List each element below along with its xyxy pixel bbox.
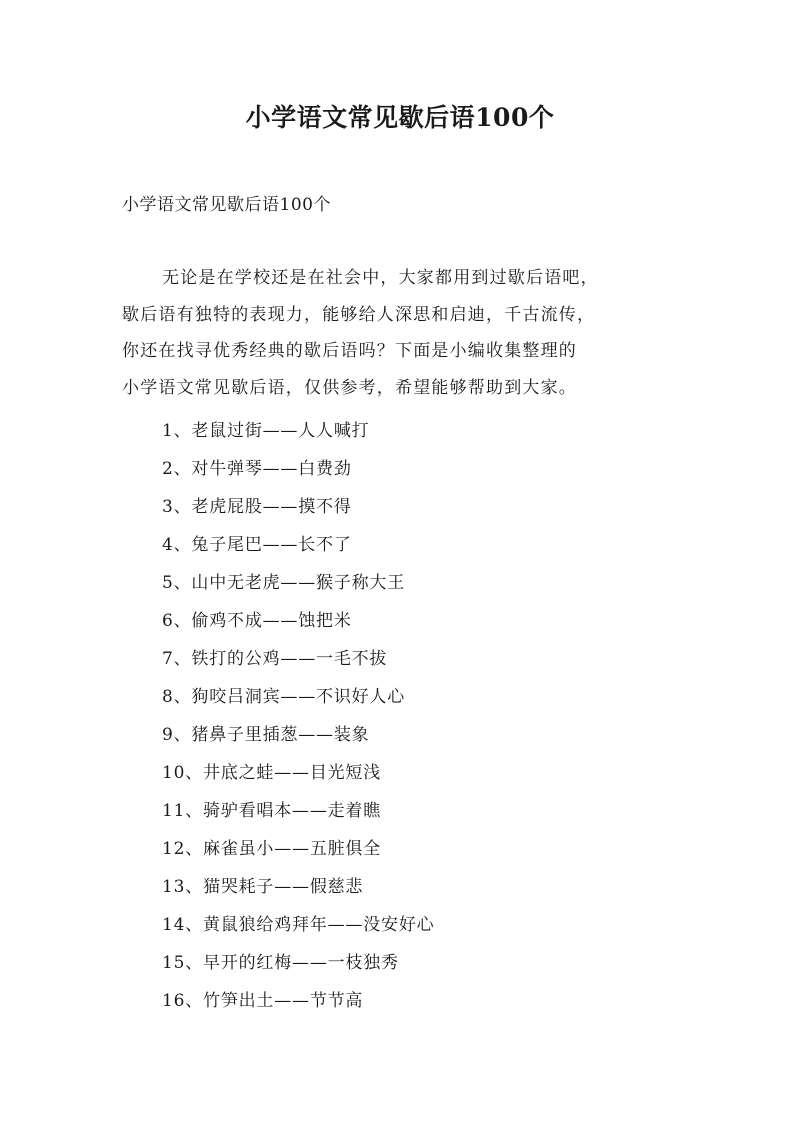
list-item: 10、井底之蛙——目光短浅 bbox=[162, 763, 382, 783]
list-item: 6、偷鸡不成——蚀把米 bbox=[162, 611, 352, 631]
document-subtitle: 小学语文常见歇后语100个 bbox=[122, 195, 331, 215]
list-item: 14、黄鼠狼给鸡拜年——没安好心 bbox=[162, 915, 435, 935]
list-item: 8、狗咬吕洞宾——不识好人心 bbox=[162, 687, 406, 707]
list-item: 13、猫哭耗子——假慈悲 bbox=[162, 877, 364, 897]
list-item: 15、早开的红梅——一枝独秀 bbox=[162, 953, 399, 973]
list-item: 4、兔子尾巴——长不了 bbox=[162, 535, 352, 555]
idiom-list bbox=[162, 412, 434, 1020]
list-item: 1、老鼠过街——人人喊打 bbox=[162, 421, 370, 441]
intro-paragraph bbox=[122, 260, 692, 406]
list-item: 12、麻雀虽小——五脏俱全 bbox=[162, 839, 382, 859]
intro-line: 你还在找寻优秀经典的歇后语吗？下面是小编收集整理的 bbox=[122, 341, 577, 361]
page-title: 小学语文常见歇后语100个 bbox=[245, 103, 555, 132]
list-item: 7、铁打的公鸡——一毛不拔 bbox=[162, 649, 388, 669]
list-item: 11、骑驴看唱本——走着瞧 bbox=[162, 801, 382, 821]
list-item: 5、山中无老虎——猴子称大王 bbox=[162, 573, 406, 593]
list-item: 3、老虎屁股——摸不得 bbox=[162, 497, 352, 517]
list-item: 16、竹笋出土——节节高 bbox=[162, 991, 364, 1011]
intro-line: 歇后语有独特的表现力，能够给人深思和启迪，千古流传， bbox=[122, 304, 596, 325]
list-item: 2、对牛弹琴——白费劲 bbox=[162, 459, 352, 479]
intro-line: 小学语文常见歇后语，仅供参考，希望能够帮助到大家。 bbox=[122, 377, 577, 398]
intro-line: 无论是在学校还是在社会中，大家都用到过歇后语吧， bbox=[162, 268, 599, 288]
list-item: 9、猪鼻子里插葱——装象 bbox=[162, 725, 370, 745]
